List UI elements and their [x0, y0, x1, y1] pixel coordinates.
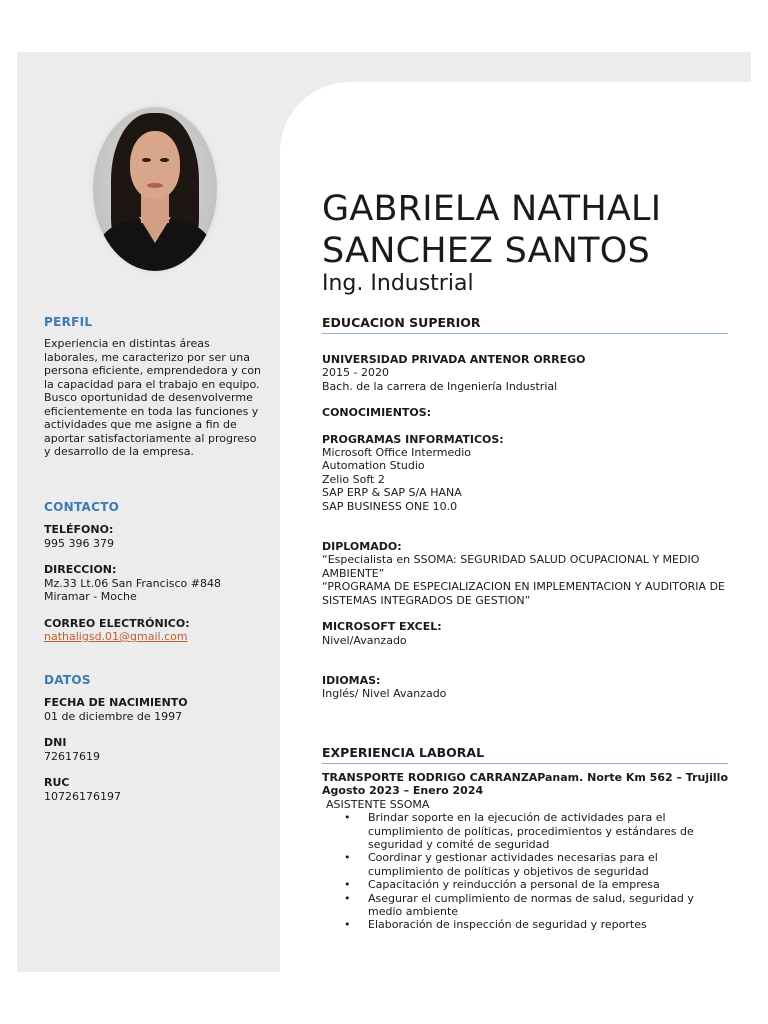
job-title: Ing. Industrial	[322, 271, 474, 296]
dni-value: 72617619	[44, 749, 100, 763]
programa-item: Microsoft Office Intermedio	[322, 446, 472, 460]
contacto-title: CONTACTO	[44, 500, 120, 514]
idiomas-label: IDIOMAS:	[322, 673, 381, 687]
educacion-title: EDUCACION SUPERIOR	[322, 315, 728, 334]
position-title: ASISTENTE SSOMA	[326, 797, 430, 811]
perfil-text	[44, 337, 266, 459]
work-period: Agosto 2023 – Enero 2024	[322, 784, 484, 798]
programa-item: SAP ERP & SAP S/A HANA	[322, 486, 462, 500]
duty-item: • Capacitación y reinducción a personal de la empresa	[368, 878, 728, 891]
company-name: TRANSPORTE RODRIGO CARRANZA	[322, 771, 538, 784]
excel-label: MICROSOFT EXCEL:	[322, 620, 442, 634]
profile-photo	[93, 107, 217, 271]
phone-value: 995 396 379	[44, 536, 114, 550]
birth-value: 01 de diciembre de 1997	[44, 709, 183, 723]
programa-item: Automation Studio	[322, 459, 425, 473]
university: UNIVERSIDAD PRIVADA ANTENOR ORREGO	[322, 353, 586, 366]
diplomado-label: DIPLOMADO:	[322, 540, 402, 554]
birth-label: FECHA DE NACIMIENTO	[44, 696, 188, 709]
educacion-block	[322, 353, 728, 701]
experiencia-title: EXPERIENCIA LABORAL	[322, 745, 728, 764]
diplomado-1: “Especialista en SSOMA: SEGURIDAD SALUD OCUPACIONAL Y MEDIO AMBIENTE”	[322, 553, 700, 580]
study-years: 2015 - 2020	[322, 366, 389, 380]
phone-label: TELÉFONO:	[44, 523, 114, 536]
duty-item: • Coordinar y gestionar actividades necesarias para el cumplimiento de políticas y objetivos de seguridad	[368, 851, 728, 878]
email-link[interactable]: nathaligsd.01@gmail.com	[44, 630, 188, 643]
contacto-block	[44, 523, 266, 644]
experiencia-block	[322, 771, 728, 932]
ruc-value: 10726176197	[44, 789, 121, 803]
perfil-paragraph-1: Experiencia en distintas áreas laborales, me caracterizo por ser una persona eficiente, emprendedora y con la capacidad para el trabajo en equipo.	[44, 337, 262, 391]
full-name	[322, 188, 661, 272]
datos-title: DATOS	[44, 673, 91, 687]
name-line-1: GABRIELA NATHALI	[322, 189, 662, 229]
name-line-2: SANCHEZ SANTOS	[322, 231, 650, 271]
programa-item: Zelio Soft 2	[322, 472, 385, 486]
idiomas-level: Inglés/ Nivel Avanzado	[322, 687, 447, 701]
duty-item: • Brindar soporte en la ejecución de actividades para el cumplimiento de políticas, procedimientos y estándares de seguridad y comité de seguridad	[368, 811, 728, 851]
duty-item: • Elaboración de inspección de seguridad y reportes	[368, 918, 728, 931]
sidebar-bottom-curve	[17, 940, 280, 972]
ruc-label: RUC	[44, 776, 70, 789]
address-line-2: Miramar - Moche	[44, 590, 137, 603]
email-label: CORREO ELECTRÓNICO:	[44, 616, 190, 630]
duties-list	[322, 811, 728, 932]
datos-block	[44, 696, 266, 803]
address-line-1: Mz.33 Lt.06 San Francisco #848	[44, 576, 221, 590]
duty-item: • Asegurar el cumplimiento de normas de salud, seguridad y medio ambiente	[368, 892, 728, 919]
conocimientos-label: CONOCIMIENTOS:	[322, 406, 432, 420]
programas-label: PROGRAMAS INFORMATICOS:	[322, 432, 504, 446]
diplomado-2: “PROGRAMA DE ESPECIALIZACION EN IMPLEMENTACION Y AUDITORIA DE SISTEMAS INTEGRADOS DE GESTION”	[322, 580, 725, 607]
dni-label: DNI	[44, 736, 67, 749]
company-location: Panam. Norte Km 562 – Trujillo	[537, 771, 728, 784]
programa-item: SAP BUSINESS ONE 10.0	[322, 499, 458, 513]
perfil-paragraph-2: Busco oportunidad de desenvolverme eficientemente en toda las funciones y actividades que me asigne a fin de aportar satisfactoriamente al progreso y desarrollo de la empresa.	[44, 391, 259, 458]
address-label: DIRECCION:	[44, 563, 117, 576]
perfil-title: PERFIL	[44, 315, 93, 329]
degree: Bach. de la carrera de Ingeniería Industrial	[322, 379, 558, 393]
excel-level: Nivel/Avanzado	[322, 633, 407, 647]
